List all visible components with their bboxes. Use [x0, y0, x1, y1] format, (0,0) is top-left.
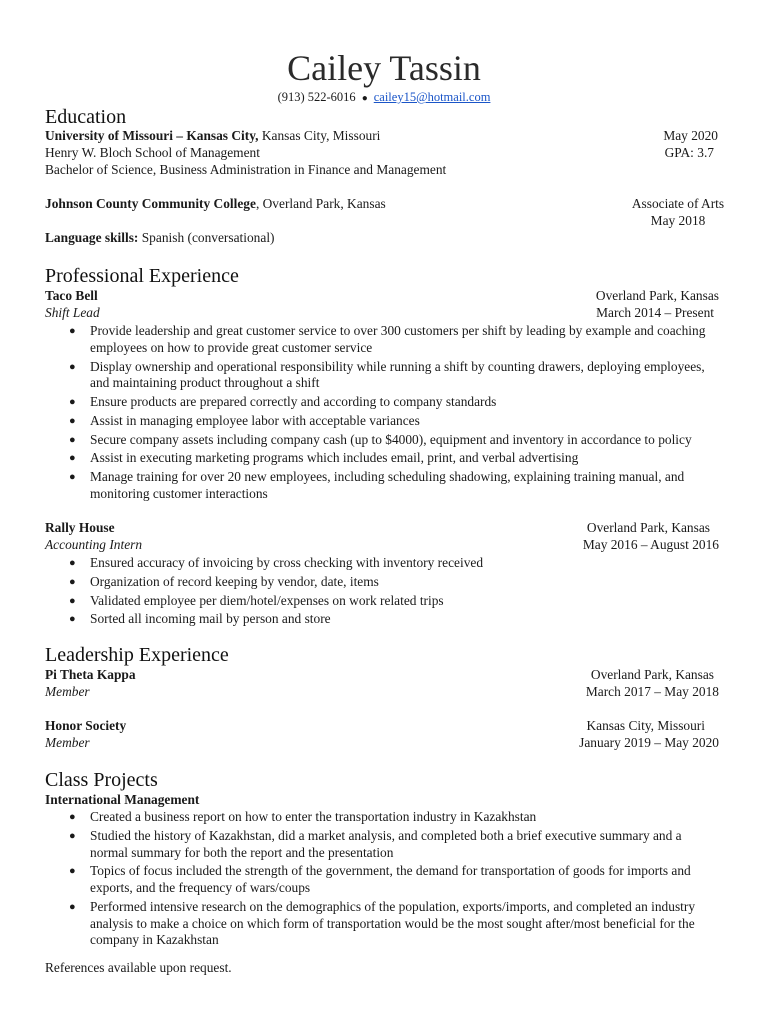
job-bullets [45, 323, 719, 505]
job-bullets [45, 555, 719, 630]
bullet-icon: ● [69, 452, 76, 465]
list-item: ● Secure company assets including company cash (up to $4000), equipment and inventory in accordance to policy [69, 431, 692, 447]
degree: Bachelor of Science, Business Administration in Finance and Management [45, 162, 447, 177]
degree: Associate of Arts [631, 196, 725, 211]
organization-location: Kansas City, Missouri [586, 718, 705, 733]
bullet-icon: ● [69, 900, 76, 913]
list-item: ● Manage training for over 20 new employees, including scheduling shadowing, explaining training manual, and monitoring customer interactions [69, 469, 685, 501]
bullet-icon: ● [69, 471, 76, 484]
list-item: ● Assist in executing marketing programs which includes email, print, and verbal advertising [69, 450, 579, 466]
list-item: ● Validated employee per diem/hotel/expenses on work related trips [69, 592, 444, 608]
organization-name: Honor Society [45, 718, 127, 733]
project-bullets [45, 809, 719, 951]
graduation-date: May 2018 [650, 213, 706, 228]
school-subdivision: Henry W. Bloch School of Management [45, 145, 260, 160]
list-item: ● Display ownership and operational responsibility while running a shift by counting drawers, deploying employees, and maintaining product throughout a shift [69, 358, 705, 391]
job-title: Shift Lead [45, 305, 100, 320]
section-heading-professional: Professional Experience [45, 265, 239, 287]
list-item: ● Ensure products are prepared correctly and according to company standards [69, 394, 497, 409]
role: Member [45, 735, 90, 750]
bullet-icon: ● [69, 396, 76, 408]
bullet-icon: ● [69, 594, 76, 607]
project-title: International Management [45, 792, 200, 807]
bullet-icon: ● [69, 360, 76, 373]
list-item: ● Topics of focus included the strength of the government, the demand for transportation of goods for imports and exports, and the frequency of wars/coups [69, 863, 691, 895]
company-name: Rally House [45, 520, 115, 535]
candidate-name: Cailey Tassin [287, 48, 481, 88]
references-note: References available upon request. [45, 960, 232, 975]
section-heading-education: Education [45, 106, 127, 128]
list-item: ● Studied the history of Kazakhstan, did a market analysis, and completed both a brief executive summary and a normal summary for both the report and the presentation [69, 827, 682, 860]
bullet-icon: ● [69, 829, 76, 842]
email-link[interactable]: cailey15@hotmail.com [373, 90, 491, 104]
bullet-icon: ● [69, 575, 76, 588]
job-title: Accounting Intern [45, 537, 143, 552]
school-name: University of Missouri – Kansas City, [45, 128, 259, 143]
role-dates: January 2019 – May 2020 [579, 735, 719, 750]
language-value: Spanish (conversational) [138, 230, 275, 245]
school-name: Johnson County Community College [45, 196, 256, 211]
bullet-separator: ● [361, 93, 368, 104]
gpa: GPA: 3.7 [664, 145, 714, 160]
list-item: ● Provide leadership and great customer service to over 300 customers per shift by leading by example and coaching employees on how to provide great customer service [69, 323, 706, 355]
job-dates: March 2014 – Present [596, 305, 714, 320]
graduation-date: May 2020 [663, 128, 718, 143]
bullet-icon: ● [69, 865, 76, 878]
bullet-icon: ● [69, 325, 76, 337]
section-heading-leadership: Leadership Experience [45, 644, 229, 666]
list-item: ● Created a business report on how to enter the transportation industry in Kazakhstan [69, 809, 537, 824]
language-label: Language skills: [45, 230, 139, 245]
bullet-icon: ● [69, 557, 76, 569]
bullet-icon: ● [69, 613, 76, 626]
school-location: Kansas City, Missouri [258, 128, 381, 143]
job-location: Overland Park, Kansas [595, 288, 719, 303]
organization-name: Pi Theta Kappa [45, 667, 136, 682]
bullet-icon: ● [69, 433, 76, 446]
list-item: ● Performed intensive research on the demographics of the population, exports/imports, and completed an industry analysis to make a choice on which form of transportation would be the most sought after/most beneficial for the company in Kazakhstan [69, 898, 696, 948]
job-dates: May 2016 – August 2016 [582, 537, 719, 552]
phone-number: (913) 522-6016 [277, 90, 356, 104]
list-item: ● Organization of record keeping by vendor, date, items [69, 573, 379, 589]
role-dates: March 2017 – May 2018 [585, 684, 719, 699]
organization-location: Overland Park, Kansas [590, 667, 714, 682]
school-location: , Overland Park, Kansas [255, 196, 386, 211]
list-item: ● Assist in managing employee labor with acceptable variances [69, 412, 420, 428]
bullet-icon: ● [69, 414, 76, 427]
list-item: ● Sorted all incoming mail by person and store [69, 611, 331, 627]
list-item: ● Ensured accuracy of invoicing by cross checking with inventory received [69, 555, 484, 570]
bullet-icon: ● [69, 811, 76, 823]
section-heading-projects: Class Projects [45, 769, 158, 791]
job-location: Overland Park, Kansas [586, 520, 710, 535]
role: Member [45, 684, 90, 699]
contact-line [0, 89, 768, 107]
company-name: Taco Bell [45, 288, 98, 303]
